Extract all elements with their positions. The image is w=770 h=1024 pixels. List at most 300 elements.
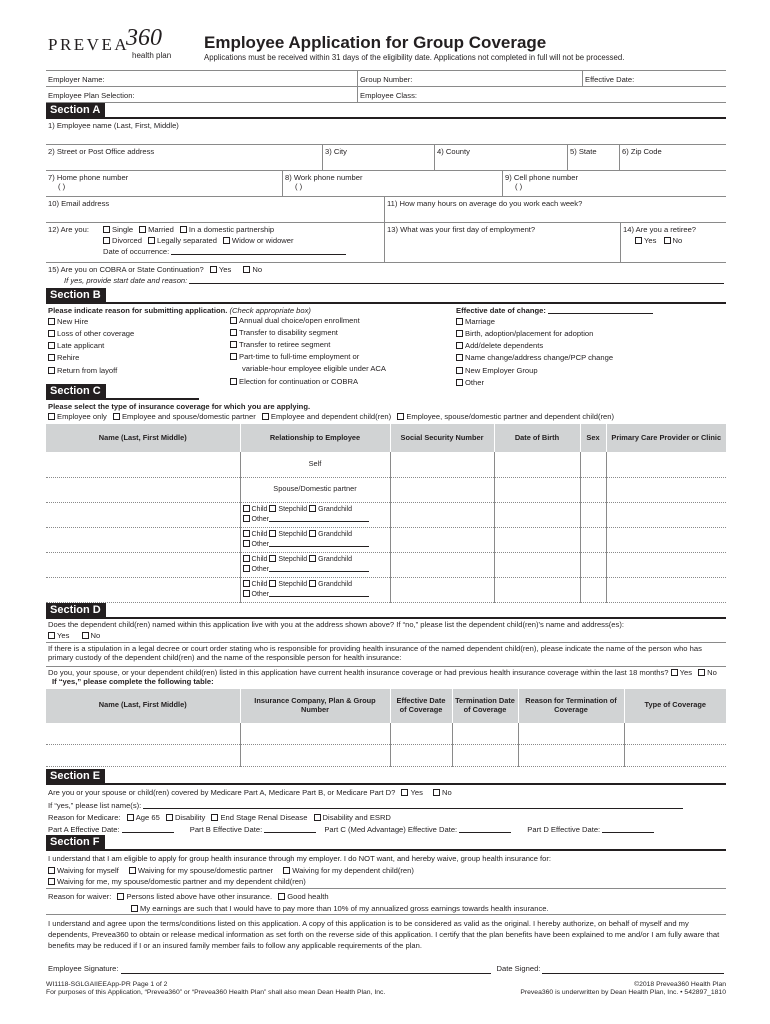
rehire-label: Rehire	[57, 353, 80, 363]
disability-label: Disability	[174, 812, 206, 822]
employee-children-checkbox[interactable]	[262, 413, 269, 420]
separated-label: Legally separated	[156, 236, 217, 246]
part-time-label: Part-time to full-time employment or	[239, 352, 360, 362]
child-label: Child	[251, 556, 268, 564]
waive-spouse[interactable]	[129, 866, 273, 875]
part-c-line	[459, 825, 511, 833]
e-no[interactable]	[433, 788, 452, 797]
medicare-names-field[interactable]	[48, 801, 724, 810]
part-d-field[interactable]	[527, 825, 654, 834]
retiree-segment-checkbox[interactable]	[230, 341, 237, 348]
col-d-termination: Termination Date of Coverage	[452, 689, 518, 723]
reason-birth[interactable]	[456, 329, 724, 338]
rehire-checkbox[interactable]	[48, 354, 55, 361]
f4-label: 4) County	[437, 147, 470, 156]
reason-col3	[456, 306, 724, 390]
work-phone-field[interactable]	[283, 171, 503, 196]
section-d-q3: Do you, your spouse, or your dependent child(ren) listed in this application have current health insurance coverage or had previous health insurance coverage within the last 18 months?	[48, 667, 669, 677]
table-row[interactable]	[46, 527, 726, 552]
f6-label: 6) Zip Code	[622, 147, 662, 156]
reason-late-applicant[interactable]	[48, 341, 230, 350]
footer-underwritten: Prevea360 is underwritten by Dean Health Plan, Inc. • 542897_1810	[520, 988, 726, 996]
section-d-q1: Does the dependent child(ren) named within this application live with you at the address shown above? If “no,” please list the dependent child(ren)'s name and address(es):	[48, 619, 624, 629]
good-health-label: Good health	[287, 892, 329, 902]
county-field[interactable]	[435, 145, 568, 170]
d-q1-yes-checkbox[interactable]	[48, 632, 55, 639]
name-change-checkbox[interactable]	[456, 354, 463, 361]
waiver-reason-label: Reason for waiver:	[48, 892, 112, 902]
form-subtitle: Applications must be received within 31 days of the eligibility date. Applications not completed in full will not be processed.	[204, 53, 625, 62]
domestic-checkbox[interactable]	[180, 226, 187, 233]
esrd-checkbox[interactable]	[211, 814, 218, 821]
section-d-q2: If there is a stipulation in a legal decree or court order stating who is responsible for providing health insurance of the named dependent child(ren), please indicate the name of the person who has primary custody of the dependent child(ren) and the name of the responsible person for health insurance:	[48, 643, 702, 663]
logo-360: 360	[126, 25, 162, 51]
d-q3-no-label: No	[707, 667, 717, 677]
section-f-intro: I understand that I am eligible to apply for group health insurance through my employer. I do NOT want, and hereby waive, group health insurance for:	[48, 854, 552, 864]
d-q3-yes-checkbox[interactable]	[671, 669, 678, 676]
section-c	[46, 399, 726, 603]
new-group-label: New Employer Group	[465, 365, 538, 375]
date-signed-label: Date Signed:	[496, 964, 541, 974]
coverage-type-options	[46, 412, 726, 424]
col-d-effective: Effective Date of Coverage	[390, 689, 452, 723]
stepchild-label: Stepchild	[278, 581, 308, 589]
other-label: Other	[251, 541, 270, 549]
waive-myself-label: Waiving for myself	[57, 865, 119, 875]
home-phone-paren: ( )	[58, 182, 66, 192]
col-name: Name (Last, First Middle)	[46, 424, 240, 452]
late-applicant-checkbox[interactable]	[48, 342, 55, 349]
prevea360-logo	[46, 24, 196, 64]
d-q3-yes[interactable]	[671, 668, 692, 677]
part-a-label: Part A Effective Date:	[48, 824, 120, 834]
loss-coverage-checkbox[interactable]	[48, 330, 55, 337]
waive-all-checkbox[interactable]	[48, 878, 55, 885]
table-row[interactable]	[46, 477, 726, 502]
employer-name-field[interactable]	[46, 71, 358, 86]
col-sex: Sex	[580, 424, 606, 452]
reason-add-delete[interactable]	[456, 341, 724, 350]
col-d-name: Name (Last, First Middle)	[46, 689, 240, 723]
age65-checkbox[interactable]	[127, 814, 134, 821]
married-option[interactable]	[139, 225, 174, 234]
stepchild-label: Stepchild	[278, 531, 308, 539]
employee-spouse-checkbox[interactable]	[113, 413, 120, 420]
city-field[interactable]	[323, 145, 435, 170]
f14-label: 14) Are you a retiree?	[623, 225, 697, 234]
child-label: Child	[251, 506, 268, 514]
stepchild-checkbox[interactable]	[269, 505, 276, 512]
waive-spouse-checkbox[interactable]	[129, 867, 136, 874]
grandchild-checkbox[interactable]	[309, 580, 316, 587]
f15-note: If yes, provide start date and reason:	[64, 276, 188, 286]
section-b-title: Section B	[46, 288, 106, 303]
f12-label: 12) Are you:	[48, 225, 89, 234]
d-q1-no[interactable]	[82, 631, 101, 640]
part-time-extra: variable-hour employee eligible under ACA	[242, 364, 386, 374]
part-d-line	[602, 825, 654, 833]
single-checkbox[interactable]	[103, 226, 110, 233]
grandchild-label: Grandchild	[318, 506, 353, 514]
disability-segment-checkbox[interactable]	[230, 329, 237, 336]
group-number-field[interactable]	[358, 71, 583, 86]
family-checkbox[interactable]	[397, 413, 404, 420]
form-header	[46, 0, 726, 66]
e-yes[interactable]	[401, 788, 422, 797]
section-e-q1: Are you or your spouse or child(ren) covered by Medicare Part A, Medicare Part B, or Medicare Part D?	[48, 788, 396, 798]
widow-label: Widow or widower	[231, 236, 294, 246]
reason-marriage[interactable]	[456, 317, 724, 326]
waiver-good-health[interactable]	[278, 892, 328, 901]
stepchild-label: Stepchild	[278, 506, 308, 514]
disability-esrd-checkbox[interactable]	[314, 814, 321, 821]
section-b	[46, 304, 726, 390]
reason-new-group[interactable]	[456, 366, 724, 375]
new-hire-checkbox[interactable]	[48, 318, 55, 325]
child-checkbox[interactable]	[243, 580, 250, 587]
section-b-heading-note: (Check appropriate box)	[229, 306, 311, 315]
single-option[interactable]	[103, 225, 133, 234]
reason-col1	[48, 317, 230, 375]
part-time-checkbox[interactable]	[230, 353, 237, 360]
child-label: Child	[251, 531, 268, 539]
reason-name-change[interactable]	[456, 353, 724, 362]
stepchild-checkbox[interactable]	[269, 555, 276, 562]
cobra-no[interactable]	[243, 265, 262, 274]
child-relationship-3	[240, 552, 390, 577]
effective-date-label: Effective Date:	[585, 75, 635, 84]
plan-selection-label: Employee Plan Selection:	[48, 91, 135, 100]
footer-purpose: For purposes of this Application, “Prevea360” or “Prevea360 Health Plan” shall also mean Dean Health Plan, Inc.	[46, 988, 386, 996]
stepchild-checkbox[interactable]	[269, 580, 276, 587]
address-field[interactable]	[46, 145, 323, 170]
relationship-self: Self	[240, 452, 390, 477]
plan-selection-field[interactable]	[46, 87, 358, 102]
retiree-yes-checkbox[interactable]	[635, 237, 642, 244]
reason-loss-coverage[interactable]	[48, 329, 230, 338]
employer-name-label: Employer Name:	[48, 75, 105, 84]
signature-label: Employee Signature:	[48, 964, 119, 974]
table-row[interactable]	[46, 723, 726, 745]
layoff-label: Return from layoff	[57, 365, 118, 375]
birth-label: Birth, adoption/placement for adoption	[465, 329, 594, 339]
part-d-label: Part D Effective Date:	[527, 824, 601, 834]
table-row[interactable]	[46, 552, 726, 577]
domestic-label: In a domestic partnership	[188, 225, 275, 234]
single-label: Single	[112, 225, 134, 234]
effective-change-label: Effective date of change:	[456, 306, 546, 315]
child-relationship-2	[240, 527, 390, 552]
section-f-header	[46, 835, 726, 851]
reason-disability[interactable]	[230, 328, 456, 337]
employee-class-label: Employee Class:	[360, 91, 417, 100]
employee-spouse-label: Employee and spouse/domestic partner	[121, 412, 256, 422]
other-line	[269, 539, 369, 547]
table-row[interactable]	[46, 502, 726, 527]
e-yes-checkbox[interactable]	[401, 789, 408, 796]
other-checkbox[interactable]	[243, 565, 250, 572]
child-checkbox[interactable]	[243, 505, 250, 512]
other-insurance-label: Persons listed above have other insurance.	[126, 892, 273, 902]
cobra-no-label: No	[252, 265, 263, 274]
section-b-header	[46, 288, 726, 304]
state-field[interactable]	[568, 145, 620, 170]
child-relationship-4	[240, 577, 390, 602]
other-reason-label: Other	[465, 377, 484, 387]
section-a-title: Section A	[46, 103, 105, 118]
child-checkbox[interactable]	[243, 555, 250, 562]
table-row[interactable]	[46, 452, 726, 477]
section-e	[46, 785, 726, 835]
date-signed-line[interactable]	[542, 966, 724, 974]
table-row[interactable]	[46, 745, 726, 767]
divorced-label: Divorced	[112, 236, 142, 246]
section-c-header	[46, 382, 726, 399]
f8-label: 8) Work phone number	[285, 173, 363, 182]
separated-checkbox[interactable]	[148, 237, 155, 244]
grandchild-checkbox[interactable]	[309, 555, 316, 562]
cell-phone-field[interactable]	[503, 171, 726, 196]
waiver-earnings[interactable]	[48, 904, 724, 913]
birth-checkbox[interactable]	[456, 330, 463, 337]
section-a-header	[46, 103, 726, 119]
stepchild-checkbox[interactable]	[269, 530, 276, 537]
cobra-yes-label: Yes	[218, 265, 232, 274]
col-ssn: Social Security Number	[390, 424, 494, 452]
section-f-title: Section F	[46, 835, 105, 850]
f1-label: 1) Employee name (Last, First, Middle)	[48, 121, 179, 130]
d-q1-yes-label: Yes	[57, 631, 70, 641]
child-relationship-1	[240, 502, 390, 527]
employee-only-checkbox[interactable]	[48, 413, 55, 420]
col-d-insurance: Insurance Company, Plan & Group Number	[240, 689, 390, 723]
cobra-yes-checkbox[interactable]	[210, 266, 217, 273]
col-relationship: Relationship to Employee	[240, 424, 390, 452]
col-d-type: Type of Coverage	[624, 689, 726, 723]
work-phone-paren: ( )	[295, 182, 303, 192]
waive-myself-checkbox[interactable]	[48, 867, 55, 874]
disability-esrd-label: Disability and ESRD	[322, 812, 391, 822]
cobra-yes[interactable]	[210, 265, 231, 274]
employee-class-field[interactable]	[358, 87, 726, 102]
effective-change-line	[548, 306, 653, 314]
part-a-field[interactable]	[48, 825, 174, 834]
medicare-esrd[interactable]	[211, 813, 307, 822]
effective-change-field[interactable]	[456, 306, 724, 315]
grandchild-checkbox[interactable]	[309, 530, 316, 537]
waive-children[interactable]	[283, 866, 414, 875]
section-e-header	[46, 769, 726, 785]
f9-label: 9) Cell phone number	[505, 173, 579, 182]
other-label: Other	[251, 566, 270, 574]
cobra-reason-field[interactable]	[48, 276, 724, 285]
waive-children-checkbox[interactable]	[283, 867, 290, 874]
earnings-checkbox[interactable]	[131, 905, 138, 912]
part-c-field[interactable]	[324, 825, 511, 834]
cobra-group	[46, 263, 726, 288]
occurrence-field[interactable]	[48, 247, 382, 256]
marital-status-group	[46, 223, 385, 262]
coverage-employee-spouse[interactable]	[113, 412, 256, 421]
other-checkbox[interactable]	[243, 590, 250, 597]
section-f	[46, 851, 726, 974]
section-c-title: Section C	[46, 384, 106, 399]
widow-checkbox[interactable]	[223, 237, 230, 244]
d-q3-yes-label: Yes	[679, 667, 693, 677]
employee-only-label: Employee only	[57, 412, 107, 422]
f3-label: 3) City	[325, 147, 347, 156]
group-number-label: Group Number:	[360, 75, 413, 84]
coverage-employee-children[interactable]	[262, 412, 391, 421]
grandchild-checkbox[interactable]	[309, 505, 316, 512]
other-line	[269, 564, 369, 572]
e-yes-label: Yes	[410, 788, 423, 798]
occurrence-label: Date of occurrence:	[103, 247, 170, 257]
coverage-family[interactable]	[397, 412, 614, 421]
loss-coverage-label: Loss of other coverage	[57, 329, 135, 339]
section-d-q3-follow: If “yes,” please complete the following table:	[52, 677, 214, 687]
section-a	[46, 119, 726, 288]
retiree-no[interactable]	[664, 236, 683, 245]
part-c-label: Part C (Med Advantage) Effective Date:	[324, 824, 458, 834]
section-c-rule	[46, 398, 199, 400]
part-b-field[interactable]	[190, 825, 316, 834]
cobra-no-checkbox[interactable]	[243, 266, 250, 273]
retiree-group	[621, 223, 726, 262]
medicare-age65[interactable]	[127, 813, 160, 822]
waive-myself[interactable]	[48, 866, 119, 875]
d-q1-no-label: No	[90, 631, 101, 641]
f7-label: 7) Home phone number	[48, 173, 129, 182]
reason-retiree[interactable]	[230, 340, 456, 349]
e-no-checkbox[interactable]	[433, 789, 440, 796]
dependents-table	[46, 424, 726, 603]
section-d	[46, 619, 726, 768]
f11-label: 11) How many hours on average do you work each week?	[387, 199, 583, 208]
logo-sub: health plan	[132, 51, 172, 60]
domestic-option[interactable]	[180, 225, 274, 234]
coverage-employee-only[interactable]	[48, 412, 107, 421]
col-dob: Date of Birth	[494, 424, 580, 452]
child-checkbox[interactable]	[243, 530, 250, 537]
waive-spouse-label: Waiving for my spouse/domestic partner	[137, 865, 274, 875]
reason-new-hire[interactable]	[48, 317, 230, 326]
stepchild-label: Stepchild	[278, 556, 308, 564]
open-enrollment-checkbox[interactable]	[230, 317, 237, 324]
part-b-label: Part B Effective Date:	[189, 824, 263, 834]
section-d-title: Section D	[46, 603, 106, 618]
add-delete-checkbox[interactable]	[456, 342, 463, 349]
open-enrollment-label: Annual dual choice/open enrollment	[239, 316, 360, 325]
grandchild-label: Grandchild	[318, 531, 353, 539]
d-q3-no-checkbox[interactable]	[698, 669, 705, 676]
child-label: Child	[251, 581, 268, 589]
f13-label: 13) What was your first day of employment?	[387, 225, 536, 234]
reason-part-time[interactable]	[230, 352, 456, 361]
new-hire-label: New Hire	[57, 317, 89, 327]
divorced-checkbox[interactable]	[103, 237, 110, 244]
other-checkbox[interactable]	[243, 515, 250, 522]
part-a-line	[122, 825, 174, 833]
medicare-disability[interactable]	[166, 813, 205, 822]
occurrence-line	[171, 247, 346, 255]
other-insurance-checkbox[interactable]	[117, 893, 124, 900]
reason-layoff[interactable]	[48, 366, 230, 375]
waive-all[interactable]	[48, 877, 724, 886]
section-c-heading: Please select the type of insurance coverage for which you are applying.	[48, 402, 311, 412]
custody-field[interactable]	[46, 643, 726, 667]
cobra-reason-line	[189, 276, 724, 284]
widow-option[interactable]	[223, 236, 294, 245]
cobra-election-label: Election for continuation or COBRA	[239, 376, 359, 386]
layoff-checkbox[interactable]	[48, 367, 55, 374]
medicare-disability-esrd[interactable]	[314, 813, 391, 822]
good-health-checkbox[interactable]	[278, 893, 285, 900]
retiree-yes[interactable]	[635, 236, 656, 245]
section-e-title: Section E	[46, 769, 105, 784]
retiree-no-checkbox[interactable]	[664, 237, 671, 244]
other-line	[269, 589, 369, 597]
effective-date-field[interactable]	[583, 71, 726, 86]
part-b-line	[264, 825, 316, 833]
married-checkbox[interactable]	[139, 226, 146, 233]
late-applicant-label: Late applicant	[57, 341, 105, 351]
home-phone-field[interactable]	[46, 171, 283, 196]
f2-label: 2) Street or Post Office address	[48, 147, 155, 156]
reason-col2	[230, 306, 456, 390]
married-label: Married	[148, 225, 174, 234]
table-row[interactable]	[46, 577, 726, 602]
divorced-option[interactable]	[103, 236, 142, 245]
first-day-field[interactable]	[385, 223, 621, 262]
cell-phone-paren: ( )	[515, 182, 523, 192]
agreement-text: I understand and agree upon the terms/conditions listed on this application. A copy of this application is to be considered as valid as the original. I hereby authorize, on behalf of myself and my dependents, Prevea360 to obtain or release medical information as set forth on the reverse side of this application. I certify that the plan benefits have been explained to me and/or I am fully aware that benefits may be reduced if I or an insured family member fails to follow any applicable requirements of the plan.	[48, 919, 720, 951]
reason-open-enrollment[interactable]	[230, 316, 456, 325]
relationship-spouse: Spouse/Domestic partner	[240, 477, 390, 502]
signature-line[interactable]	[121, 966, 491, 974]
footer-form-id: WI1118-SGLGAIIEEApp-PR Page 1 of 2	[46, 980, 168, 988]
reason-rehire[interactable]	[48, 353, 230, 362]
marriage-checkbox[interactable]	[456, 318, 463, 325]
other-checkbox[interactable]	[243, 540, 250, 547]
separated-option[interactable]	[148, 236, 217, 245]
page-footer	[46, 981, 726, 997]
employee-children-label: Employee and dependent child(ren)	[270, 412, 392, 422]
age65-label: Age 65	[135, 812, 160, 822]
employee-name-field[interactable]	[46, 119, 726, 144]
marriage-label: Marriage	[465, 317, 495, 327]
prior-coverage-table	[46, 689, 726, 768]
add-delete-label: Add/delete dependents	[465, 341, 544, 351]
d-q3-no[interactable]	[698, 668, 717, 677]
hours-field[interactable]	[385, 197, 726, 222]
email-field[interactable]	[46, 197, 385, 222]
waiver-other-insurance[interactable]	[117, 892, 272, 901]
new-group-checkbox[interactable]	[456, 367, 463, 374]
d-q1-no-checkbox[interactable]	[82, 632, 89, 639]
f5-label: 5) State	[570, 147, 597, 156]
col-d-reason: Reason for Termination of Coverage	[518, 689, 624, 723]
medicare-reason-label: Reason for Medicare:	[48, 812, 121, 822]
d-q1-yes[interactable]	[48, 631, 69, 640]
zip-field[interactable]	[620, 145, 726, 170]
esrd-label: End Stage Renal Disease	[220, 812, 308, 822]
f10-label: 10) Email address	[48, 199, 110, 208]
medicare-names-line	[143, 801, 683, 809]
employer-block	[46, 70, 726, 103]
disability-checkbox[interactable]	[166, 814, 173, 821]
logo-text: PREVEA	[48, 35, 130, 54]
